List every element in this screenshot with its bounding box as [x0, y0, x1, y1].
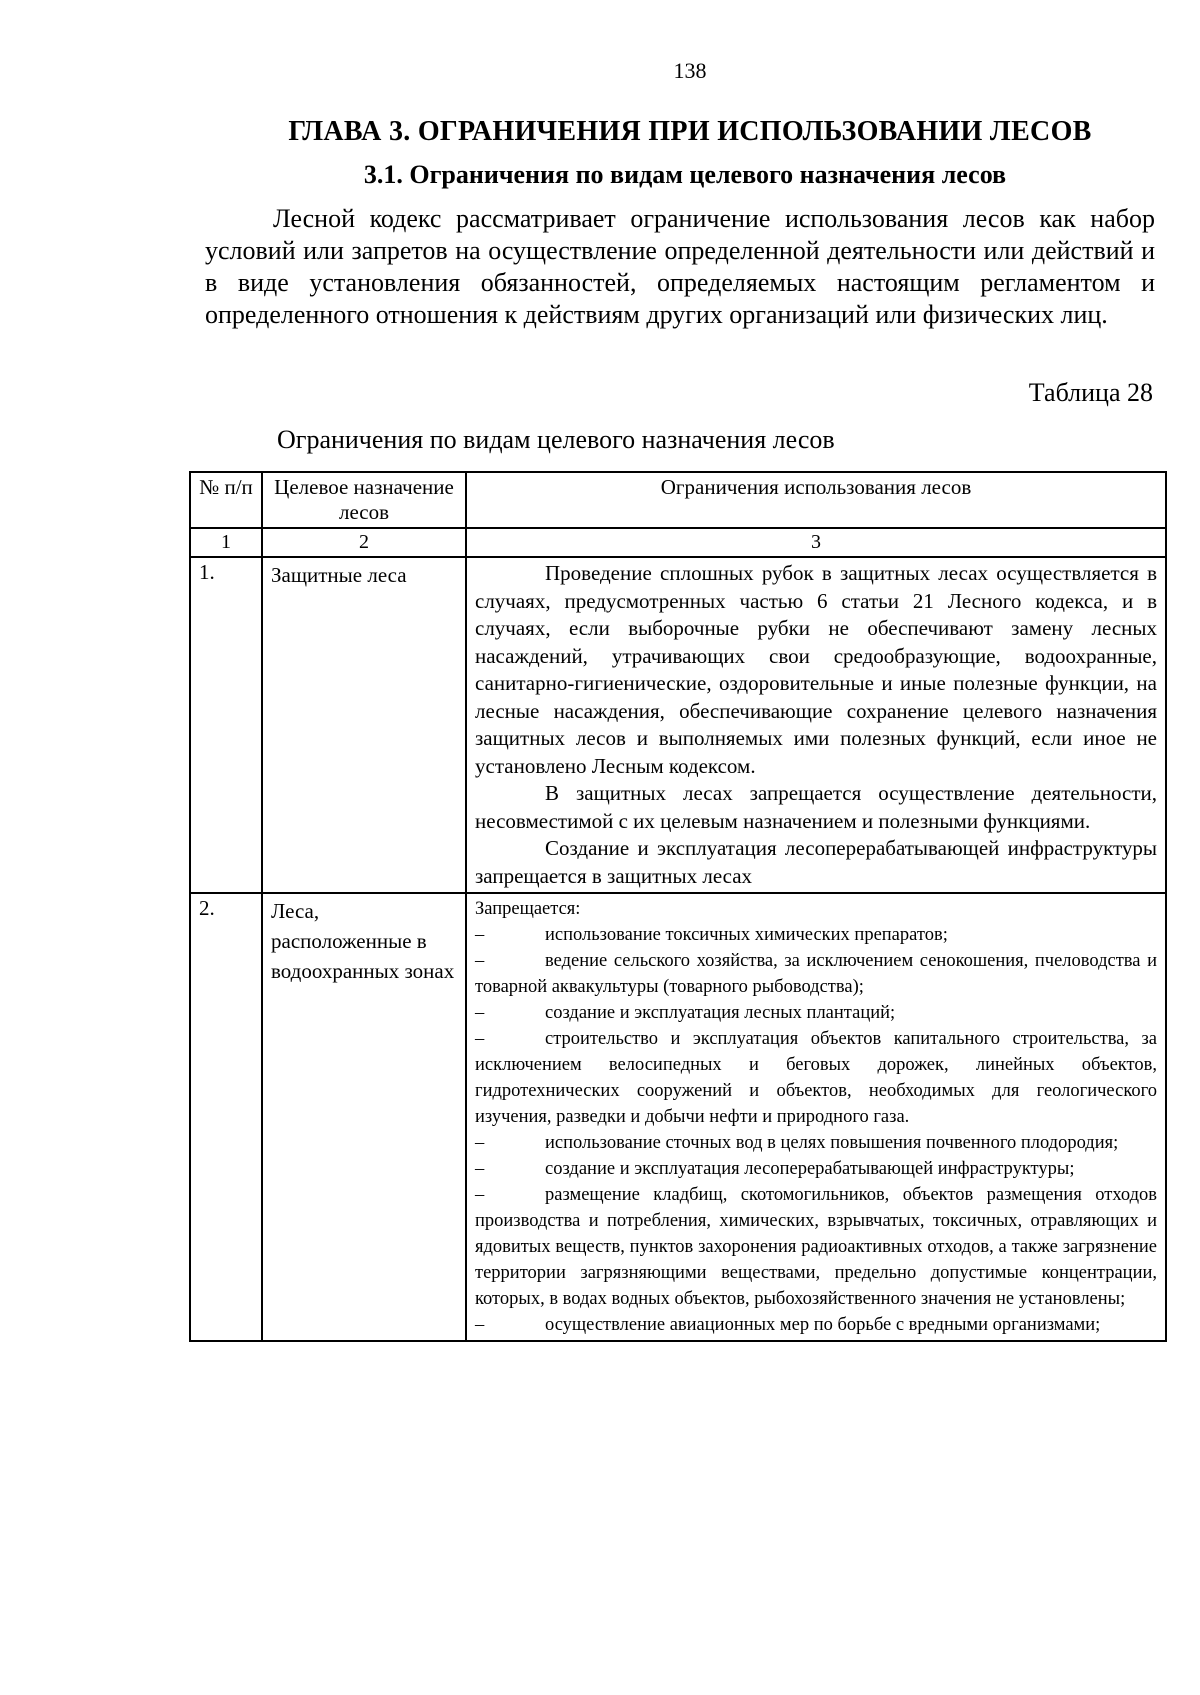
restriction-item — [475, 1000, 1157, 1026]
dash-marker: – — [475, 925, 485, 945]
restriction-item — [475, 1156, 1157, 1182]
row-restrictions — [466, 557, 1166, 893]
restriction-item-text: использование токсичных химических препаратов; — [545, 925, 948, 945]
table-caption: Ограничения по видам целевого назначения лесов — [277, 425, 835, 454]
restriction-item — [475, 922, 1157, 948]
page-number: 138 — [673, 58, 707, 83]
restriction-item — [475, 1312, 1157, 1338]
header-restrictions: Ограничения использования лесов — [466, 472, 1166, 528]
dash-marker: – — [475, 1133, 485, 1153]
restriction-paragraph: Проведение сплошных рубок в защитных лесах осуществляется в случаях, предусмотренных частью 6 статьи 21 Лесного кодекса, и в случаях, если выборочные рубки не обеспечивают замену лесных насаждений, утрачивающих свои средообразующие, водоохранные, санитарно-гигиенические, оздоровительные и иные полезные функции, на лесные насаждения, обеспечивающие сохранение целевого назначения защитных лесов и выполняемых ими полезных функций, если иное не установлено Лесным кодексом. — [475, 561, 1157, 778]
restriction-item-text: использование сточных вод в целях повышения почвенного плодородия; — [545, 1133, 1119, 1153]
dash-marker: – — [475, 1029, 485, 1049]
restriction-item — [475, 948, 1157, 1000]
intro-paragraph: Лесной кодекс рассматривает ограничение использования лесов как набор условий или запретов на осуществление определенной деятельности или действий и в виде установления обязанностей, определяемых настоящим регламентом и определенного отношения к действиям других организаций или физических лиц. — [205, 204, 1155, 329]
table-row — [190, 557, 1166, 893]
column-number: 2 — [262, 528, 466, 557]
restriction-item — [475, 1026, 1157, 1130]
restriction-lead: Запрещается: — [475, 899, 581, 919]
column-number-row — [190, 528, 1166, 557]
restriction-item-text: создание и эксплуатация лесных плантаций; — [545, 1003, 896, 1023]
dash-marker: – — [475, 1315, 485, 1335]
row-number: 2. — [190, 893, 262, 1341]
restrictions-table — [189, 471, 1167, 1342]
restriction-item-text: создание и эксплуатация лесоперерабатывающей инфраструктуры; — [545, 1159, 1075, 1179]
row-purpose: Леса, расположенные в водоохранных зонах — [262, 893, 466, 1341]
restriction-item — [475, 1130, 1157, 1156]
dash-marker: – — [475, 951, 485, 971]
row-restrictions — [466, 893, 1166, 1341]
dash-marker: – — [475, 1159, 485, 1179]
restriction-item — [475, 1182, 1157, 1312]
column-number: 3 — [466, 528, 1166, 557]
chapter-title: ГЛАВА 3. ОГРАНИЧЕНИЯ ПРИ ИСПОЛЬЗОВАНИИ ЛЕСОВ — [288, 116, 1092, 147]
dash-marker: – — [475, 1003, 485, 1023]
header-purpose: Целевое назначение лесов — [262, 472, 466, 528]
restriction-paragraph: Создание и эксплуатация лесоперерабатывающей инфраструктуры запрещается в защитных лесах — [475, 836, 1157, 888]
restriction-item-text: строительство и эксплуатация объектов капитального строительства, за исключением велосипедных и беговых дорожек, линейных объектов, гидротехнических сооружений и объектов, необходимых для геологического изучения, разведки и добычи нефти и природного газа. — [475, 1029, 1157, 1127]
table-header-row — [190, 472, 1166, 528]
row-number: 1. — [190, 557, 262, 893]
table-number: Таблица 28 — [1028, 378, 1153, 407]
restriction-item-text: осуществление авиационных мер по борьбе с вредными организмами; — [545, 1315, 1101, 1335]
header-num: № п/п — [190, 472, 262, 528]
table-row — [190, 893, 1166, 1341]
restriction-item-text: ведение сельского хозяйства, за исключением сенокошения, пчеловодства и товарной аквакультуры (товарного рыбоводства); — [475, 951, 1157, 997]
restriction-paragraph: В защитных лесах запрещается осуществление деятельности, несовместимой с их целевым назначением и полезными функциями. — [475, 781, 1157, 833]
dash-marker: – — [475, 1185, 485, 1205]
restriction-item-text: размещение кладбищ, скотомогильников, объектов размещения отходов производства и потребления, химических, взрывчатых, токсичных, отравляющих и ядовитых веществ, пунктов захоронения радиоактивных отходов, а также загрязнение территории загрязняющими веществами, предельно допустимые концентрации, которых, в водах водных объектов, рыбохозяйственного значения не установлены; — [475, 1185, 1157, 1309]
column-number: 1 — [190, 528, 262, 557]
section-title: 3.1. Ограничения по видам целевого назначения лесов — [363, 160, 1007, 189]
row-purpose: Защитные леса — [262, 557, 466, 893]
